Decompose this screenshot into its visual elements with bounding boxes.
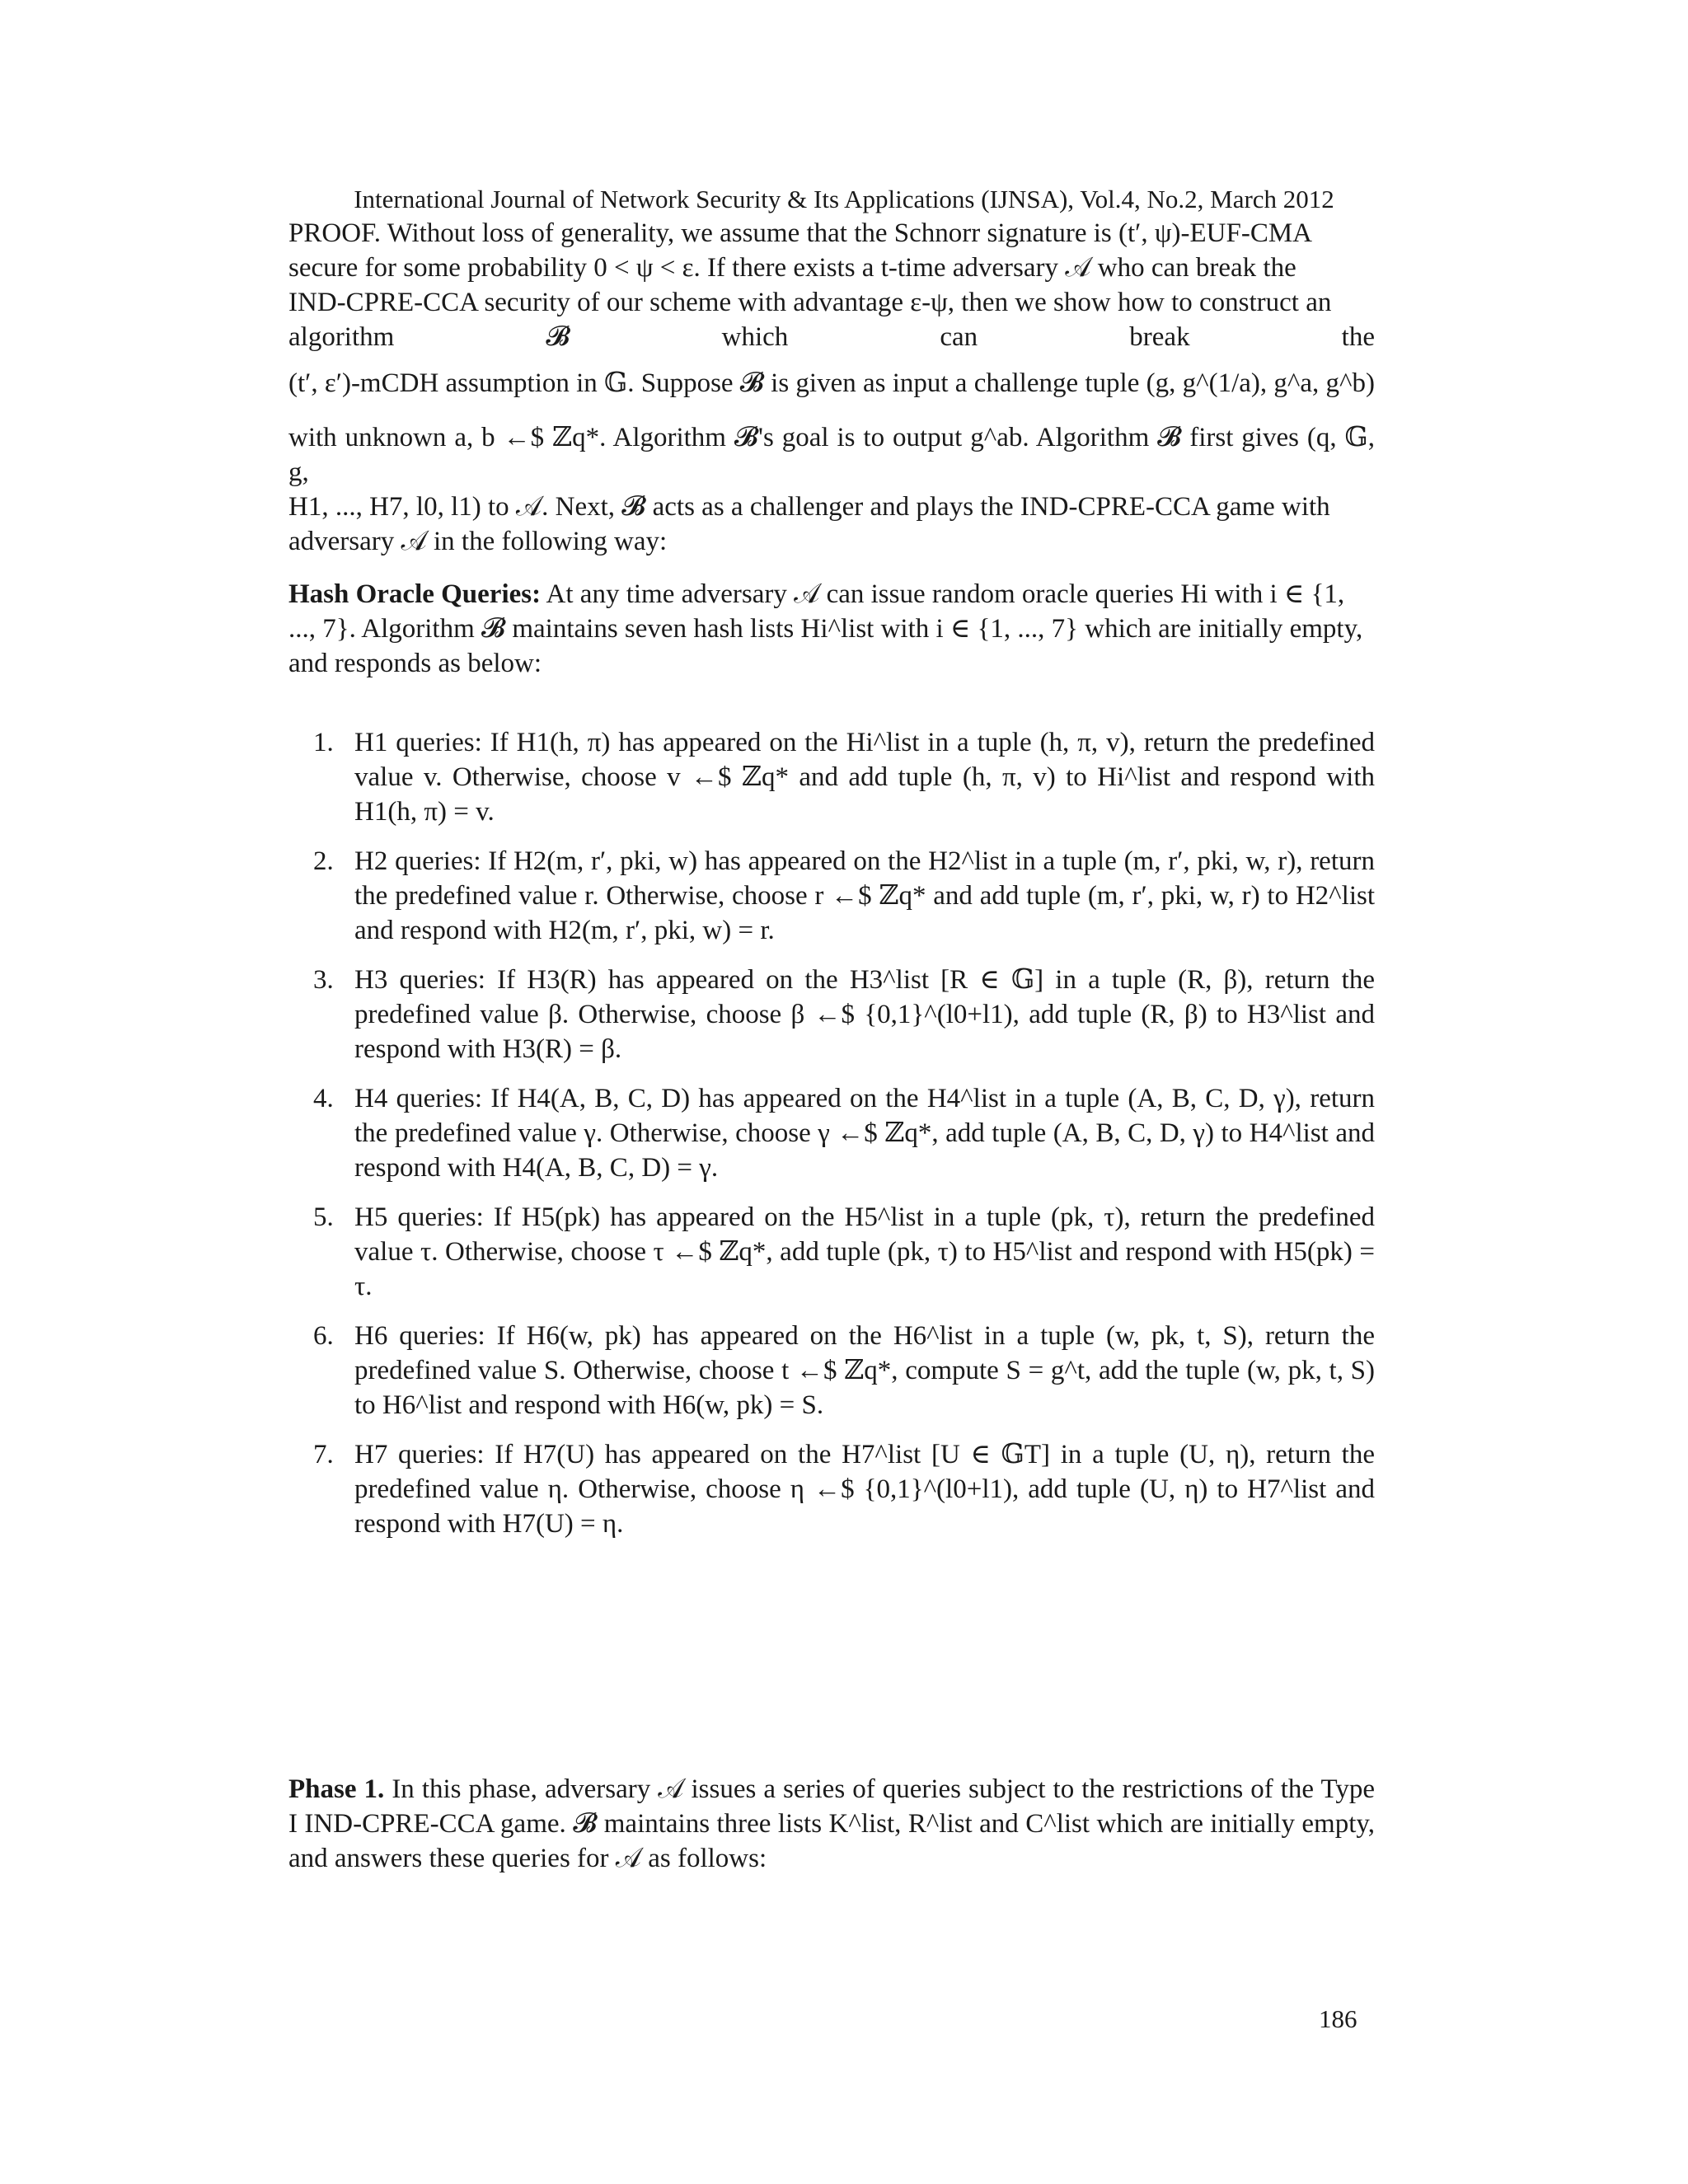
list-item xyxy=(288,1200,1375,1304)
phase1-paragraph xyxy=(288,1772,1375,1876)
list-item xyxy=(288,725,1375,829)
proof-line-4: algorithm 𝓑 which can break the xyxy=(288,322,1375,352)
list-number: 2. xyxy=(313,846,334,876)
list-text: H1 queries: If H1(h, π) has appeared on the Hi^list in a tuple (h, π, v), return the predefined value v. Otherwise, choose v ←$ ℤq* and add tuple (h, π, v) to Hi^list and respond with H1(h, π) = v. xyxy=(354,728,1375,827)
list-item xyxy=(288,844,1375,948)
proof-line-2: secure for some probability 0 < ψ < ε. If there exists a t-time adversary 𝒜 who can break the xyxy=(288,253,1296,283)
hash-oracle-section xyxy=(288,577,1375,681)
list-text: H7 queries: If H7(U) has appeared on the H7^list [U ∈ 𝔾T] in a tuple (U, η), return the predefined value η. Otherwise, choose η ←$ {0,1}^(l0+l1), add tuple (U, η) to H7^list and respond with H7(U) = η. xyxy=(354,1440,1375,1539)
hash-query-list xyxy=(288,725,1375,1556)
list-number: 6. xyxy=(313,1321,334,1351)
list-item xyxy=(288,1319,1375,1422)
journal-header: International Journal of Network Security & Its Applications (IJNSA), Vol.4, No.2, March 2012 xyxy=(354,185,1334,213)
phase1-title: Phase 1. xyxy=(288,1774,385,1804)
list-number: 4. xyxy=(313,1084,334,1113)
list-text: H6 queries: If H6(w, pk) has appeared on the H6^list in a tuple (w, pk, t, S), return the predefined value S. Otherwise, choose t ←$ ℤq*, compute S = g^t, add the tuple (w, pk, t, S) to H6^list and respond with H6(w, pk) = S. xyxy=(354,1321,1375,1420)
list-number: 7. xyxy=(313,1440,334,1469)
page-number: 186 xyxy=(1319,2004,1357,2033)
hash-section-title: Hash Oracle Queries: xyxy=(288,579,542,609)
list-number: 3. xyxy=(313,965,334,995)
list-item xyxy=(288,1437,1375,1541)
proof-line-5: (t′, ε′)-mCDH assumption in 𝔾. Suppose 𝓑 is given as input a challenge tuple (g, g^(1/a), g^a, g^b) xyxy=(288,368,1375,398)
hash-section-text-1: At any time adversary 𝒜 can issue random oracle queries Hi with i ∈ {1, xyxy=(546,579,1345,609)
hash-section-text-2: ..., 7}. Algorithm 𝓑 maintains seven hash lists Hi^list with i ∈ {1, ..., 7} which are initially empty, xyxy=(288,614,1363,644)
list-text: H3 queries: If H3(R) has appeared on the H3^list [R ∈ 𝔾] in a tuple (R, β), return the predefined value β. Otherwise, choose β ←$ {0,1}^(l0+l1), add tuple (R, β) to H3^list and respond with H3(R) = β. xyxy=(354,965,1375,1064)
proof-line-7: H1, ..., H7, l0, l1) to 𝒜. Next, 𝓑 acts as a challenger and plays the IND-CPRE-CCA game with xyxy=(288,492,1330,522)
list-item xyxy=(288,1081,1375,1185)
proof-paragraph xyxy=(288,216,1375,559)
list-number: 1. xyxy=(313,728,334,757)
proof-line-8: adversary 𝒜 in the following way: xyxy=(288,527,668,556)
list-number: 5. xyxy=(313,1202,334,1232)
list-text: H2 queries: If H2(m, r′, pki, w) has appeared on the H2^list in a tuple (m, r′, pki, w, r), return the predefined value r. Otherwise, choose r ←$ ℤq* and add tuple (m, r′, pki, w, r) to H2^list and respond with H2(m, r′, pki, w) = r. xyxy=(354,846,1375,945)
list-text: H5 queries: If H5(pk) has appeared on the H5^list in a tuple (pk, τ), return the predefined value τ. Otherwise, choose τ ←$ ℤq*, add tuple (pk, τ) to H5^list and respond with H5(pk) = τ. xyxy=(354,1202,1375,1301)
phase1-text: In this phase, adversary 𝒜 issues a series of queries subject to the restrictions of the Type I IND-CPRE-CCA game. 𝓑 maintains three lists K^list, R^list and C^list which are initially empty, and answers these queries for 𝒜 as follows: xyxy=(288,1774,1375,1873)
hash-section-text-3: and responds as below: xyxy=(288,649,542,678)
list-text: H4 queries: If H4(A, B, C, D) has appeared on the H4^list in a tuple (A, B, C, D, γ), return the predefined value γ. Otherwise, choose γ ←$ ℤq*, add tuple (A, B, C, D, γ) to H4^list and respond with H4(A, B, C, D) = γ. xyxy=(354,1084,1375,1183)
proof-line-1: PROOF. Without loss of generality, we assume that the Schnorr signature is (t′, ψ)-EUF-CMA xyxy=(288,218,1313,248)
proof-line-6: with unknown a, b ←$ ℤq*. Algorithm 𝓑's goal is to output g^ab. Algorithm 𝓑 first gives (q, 𝔾, g, xyxy=(288,423,1375,487)
list-item xyxy=(288,963,1375,1066)
proof-line-3: IND-CPRE-CCA security of our scheme with advantage ε-ψ, then we show how to construct an xyxy=(288,288,1332,317)
